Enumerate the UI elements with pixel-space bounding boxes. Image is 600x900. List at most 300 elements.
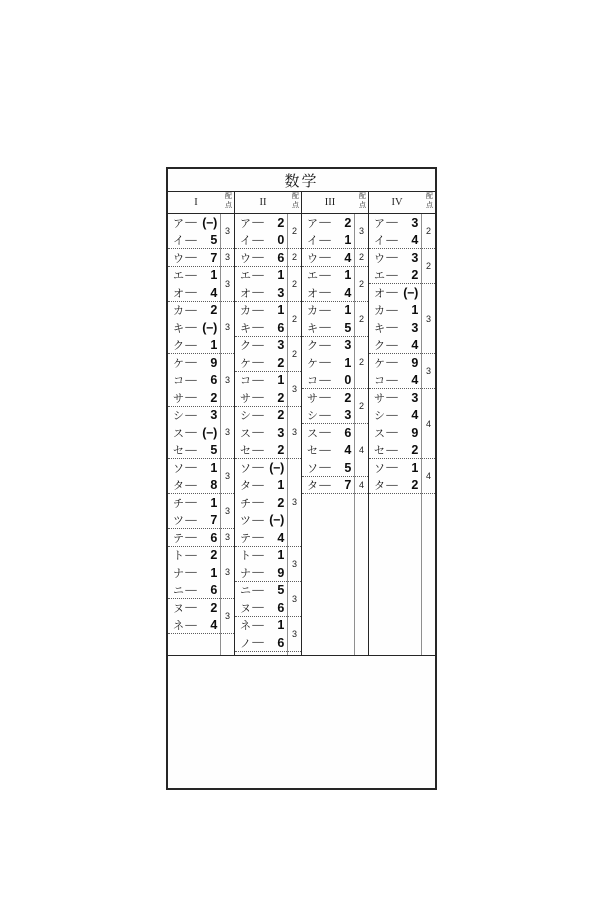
label-dash: — (319, 374, 331, 386)
answer-row (168, 459, 220, 477)
answer-row (168, 547, 220, 565)
answer-row (168, 389, 220, 407)
answer-row (235, 267, 287, 285)
answer-label: キ (173, 322, 184, 335)
label-dash: — (185, 304, 197, 316)
label-dash: — (185, 497, 197, 509)
answer-label: シ (374, 410, 385, 423)
label-dash: — (252, 304, 264, 316)
label-dash: — (386, 409, 398, 421)
answer-group (168, 214, 220, 249)
answer-label: チ (240, 497, 251, 510)
answer-label: ト (240, 550, 251, 563)
answer-value: 4 (411, 373, 418, 388)
answer-label: カ (307, 305, 318, 318)
answer-group (168, 407, 220, 460)
answer-value: 2 (277, 390, 284, 405)
answer-label: ノ (240, 637, 251, 650)
answer-row (235, 512, 287, 530)
points-value: 3 (221, 267, 234, 302)
answer-label: オ (307, 287, 318, 300)
answer-row (369, 302, 421, 320)
answer-label: ス (307, 427, 318, 440)
answers-subcolumn (369, 214, 422, 655)
label-dash: — (252, 252, 264, 264)
answer-label: セ (173, 445, 184, 458)
answers-subcolumn (302, 214, 355, 655)
answer-row (302, 302, 354, 320)
answer-value: 2 (210, 303, 217, 318)
answer-group (168, 599, 220, 634)
points-header-label: 配点 (359, 193, 366, 209)
label-dash: — (386, 304, 398, 316)
label-dash: — (185, 549, 197, 561)
answer-value: 4 (411, 408, 418, 423)
answer-group (302, 214, 354, 249)
answer-row (369, 319, 421, 337)
points-value: 2 (422, 214, 435, 249)
label-dash: — (185, 584, 197, 596)
answer-value: (−) (269, 513, 284, 528)
label-dash: — (319, 217, 331, 229)
answer-label: ヌ (240, 602, 251, 615)
label-dash: — (386, 339, 398, 351)
answer-row (168, 564, 220, 582)
answer-group (369, 389, 421, 459)
answer-value: (−) (403, 285, 418, 300)
answer-row (168, 599, 220, 617)
answer-value: 3 (210, 408, 217, 423)
answer-group (369, 249, 421, 284)
answer-row (168, 249, 220, 267)
answer-row (369, 372, 421, 390)
label-dash: — (185, 287, 197, 299)
answer-group (168, 529, 220, 547)
points-header-label: 配点 (426, 193, 433, 209)
answer-label: シ (173, 410, 184, 423)
answer-group (168, 354, 220, 407)
label-dash: — (319, 339, 331, 351)
answer-value: 0 (277, 233, 284, 248)
answer-row (235, 249, 287, 267)
answer-group (168, 494, 220, 529)
points-subcolumn (288, 214, 301, 655)
answer-row (302, 337, 354, 355)
answer-row (369, 459, 421, 477)
label-dash: — (386, 287, 398, 299)
label-dash: — (252, 602, 264, 614)
answer-row (369, 407, 421, 425)
points-value: 4 (355, 424, 368, 477)
answer-group (302, 389, 354, 424)
answer-label: オ (374, 287, 385, 300)
answer-group (302, 337, 354, 390)
answer-value: 5 (277, 583, 284, 598)
answer-value: 2 (411, 443, 418, 458)
answer-row (369, 477, 421, 495)
answer-value: 1 (344, 268, 351, 283)
answer-group (302, 477, 354, 495)
answer-row (235, 337, 287, 355)
answer-value: 3 (277, 338, 284, 353)
answer-group (302, 424, 354, 477)
answer-value: 2 (277, 443, 284, 458)
answer-label: タ (240, 480, 251, 493)
answer-sheet (166, 167, 437, 790)
answer-label: ウ (307, 252, 318, 265)
answer-group (235, 459, 287, 547)
label-dash: — (252, 357, 264, 369)
answer-value: 5 (344, 460, 351, 475)
points-value: 2 (422, 249, 435, 284)
points-value: 4 (422, 459, 435, 494)
answer-label: タ (173, 480, 184, 493)
answer-row (235, 617, 287, 635)
answer-value: 9 (277, 565, 284, 580)
label-dash: — (319, 409, 331, 421)
points-value: 2 (288, 337, 301, 372)
label-dash: — (185, 392, 197, 404)
answer-row (369, 267, 421, 285)
answer-value: 2 (210, 600, 217, 615)
answer-label: ナ (173, 567, 184, 580)
label-dash: — (185, 602, 197, 614)
label-dash: — (252, 269, 264, 281)
answer-row (302, 232, 354, 250)
answer-group (235, 617, 287, 652)
answer-label: ウ (240, 252, 251, 265)
answer-label: カ (173, 305, 184, 318)
points-value: 2 (288, 302, 301, 337)
answer-label: セ (374, 445, 385, 458)
label-dash: — (185, 514, 197, 526)
answer-label: イ (173, 235, 184, 248)
answer-group (168, 547, 220, 600)
column-IV (369, 214, 435, 655)
answer-row (302, 407, 354, 425)
label-dash: — (252, 637, 264, 649)
answer-row (235, 302, 287, 320)
answer-label: キ (240, 322, 251, 335)
answer-group (369, 284, 421, 354)
answer-label: テ (240, 532, 251, 545)
label-dash: — (252, 444, 264, 456)
points-value: 2 (355, 302, 368, 337)
answer-value: 1 (277, 618, 284, 633)
answer-value: 3 (344, 338, 351, 353)
label-dash: — (185, 427, 197, 439)
label-dash: — (185, 479, 197, 491)
answer-group (302, 267, 354, 302)
answer-label: イ (374, 235, 385, 248)
answer-row (168, 582, 220, 600)
label-dash: — (319, 392, 331, 404)
answer-row (168, 477, 220, 495)
answer-row (369, 354, 421, 372)
answer-row (168, 337, 220, 355)
answer-row (369, 442, 421, 460)
answer-value: 1 (411, 303, 418, 318)
answer-row (369, 232, 421, 250)
answer-value: 2 (277, 495, 284, 510)
answer-label: コ (307, 375, 318, 388)
column-I (168, 214, 235, 655)
column-header-III (302, 192, 369, 213)
label-dash: — (252, 532, 264, 544)
answer-value: 4 (344, 443, 351, 458)
answer-row (235, 319, 287, 337)
label-dash: — (185, 252, 197, 264)
answer-value: 6 (277, 635, 284, 650)
answer-label: サ (240, 392, 251, 405)
points-value: 4 (355, 477, 368, 495)
answer-value: 1 (210, 565, 217, 580)
answer-label: カ (240, 305, 251, 318)
points-value: 2 (355, 249, 368, 267)
answer-value: 0 (344, 373, 351, 388)
answer-label: シ (240, 410, 251, 423)
answer-row (168, 442, 220, 460)
points-subcolumn (422, 214, 435, 655)
answer-group (168, 267, 220, 302)
answer-value: 2 (277, 215, 284, 230)
answer-value: 3 (411, 390, 418, 405)
answer-label: カ (374, 305, 385, 318)
answer-label: キ (374, 322, 385, 335)
label-dash: — (185, 567, 197, 579)
answer-row (369, 249, 421, 267)
answer-label: エ (173, 270, 184, 283)
answer-value: 3 (277, 285, 284, 300)
label-dash: — (252, 584, 264, 596)
answer-value: 6 (277, 250, 284, 265)
answer-value: 4 (210, 285, 217, 300)
points-value: 3 (288, 459, 301, 547)
answer-row (168, 354, 220, 372)
answer-label: タ (307, 480, 318, 493)
label-dash: — (185, 409, 197, 421)
answer-value: 1 (210, 495, 217, 510)
points-value: 3 (288, 617, 301, 652)
answer-value: 9 (411, 425, 418, 440)
answer-row (369, 424, 421, 442)
answer-label: オ (240, 287, 251, 300)
answer-row (235, 634, 287, 652)
label-dash: — (386, 269, 398, 281)
points-value: 3 (221, 547, 234, 600)
answer-label: エ (307, 270, 318, 283)
answer-label: サ (173, 392, 184, 405)
answer-label: コ (173, 375, 184, 388)
answer-value: (−) (202, 320, 217, 335)
answer-value: 6 (344, 425, 351, 440)
answer-value: 3 (277, 425, 284, 440)
label-dash: — (252, 287, 264, 299)
answer-row (235, 232, 287, 250)
column-III (302, 214, 369, 655)
answer-value: 9 (210, 355, 217, 370)
answer-label: ネ (240, 620, 251, 633)
points-value: 2 (355, 267, 368, 302)
answer-label: サ (307, 392, 318, 405)
label-dash: — (185, 619, 197, 631)
answer-group (168, 249, 220, 267)
answer-label: ソ (374, 462, 385, 475)
answer-group (235, 372, 287, 407)
points-value: 3 (288, 407, 301, 460)
answer-label: ニ (240, 585, 251, 598)
label-dash: — (185, 234, 197, 246)
answer-label: コ (374, 375, 385, 388)
answer-group (168, 459, 220, 494)
header-numeral: I (194, 197, 198, 208)
answer-row (235, 477, 287, 495)
header-numeral: II (259, 197, 267, 208)
points-value: 3 (221, 214, 234, 249)
answer-label: テ (173, 532, 184, 545)
answer-group (235, 214, 287, 249)
label-dash: — (386, 357, 398, 369)
label-dash: — (252, 392, 264, 404)
answer-row (302, 389, 354, 407)
points-value: 2 (288, 214, 301, 249)
answer-row (235, 442, 287, 460)
answer-value: 6 (210, 583, 217, 598)
answer-label: チ (173, 497, 184, 510)
label-dash: — (252, 619, 264, 631)
label-dash: — (319, 287, 331, 299)
answer-row (235, 372, 287, 390)
answers-subcolumn (235, 214, 288, 655)
answer-value: 4 (411, 338, 418, 353)
answer-value: 1 (210, 338, 217, 353)
answer-row (235, 564, 287, 582)
answer-row (168, 232, 220, 250)
answer-label: ネ (173, 620, 184, 633)
answer-label: ア (374, 217, 385, 230)
answer-group (235, 407, 287, 460)
answer-label: ス (240, 427, 251, 440)
answer-label: ナ (240, 567, 251, 580)
answer-group (369, 214, 421, 249)
answer-row (235, 214, 287, 232)
answer-value: (−) (202, 425, 217, 440)
answer-value: 1 (277, 478, 284, 493)
answer-value: 1 (210, 460, 217, 475)
answer-value: 4 (411, 233, 418, 248)
answer-row (302, 249, 354, 267)
answer-label: ツ (240, 515, 251, 528)
label-dash: — (319, 444, 331, 456)
answer-label: エ (374, 270, 385, 283)
answer-value: 8 (210, 478, 217, 493)
points-header-label: 配点 (292, 193, 299, 209)
label-dash: — (252, 217, 264, 229)
answer-value: 3 (411, 250, 418, 265)
answer-value: (−) (269, 460, 284, 475)
label-dash: — (386, 392, 398, 404)
answer-label: ア (307, 217, 318, 230)
answer-value: 2 (210, 390, 217, 405)
column-header-I (168, 192, 235, 213)
answer-value: 2 (210, 548, 217, 563)
answer-label: ア (240, 217, 251, 230)
answer-row (302, 372, 354, 390)
answer-row (235, 407, 287, 425)
answer-row (168, 424, 220, 442)
answer-value: 5 (210, 443, 217, 458)
answer-value: 7 (210, 250, 217, 265)
label-dash: — (319, 479, 331, 491)
answer-group (168, 302, 220, 355)
answer-label: ケ (307, 357, 318, 370)
answer-value: 4 (344, 285, 351, 300)
label-dash: — (185, 217, 197, 229)
label-dash: — (252, 497, 264, 509)
answer-group (235, 547, 287, 582)
answer-value: 4 (210, 618, 217, 633)
answer-value: 4 (344, 250, 351, 265)
answer-row (369, 214, 421, 232)
points-value: 2 (288, 267, 301, 302)
answer-group (235, 249, 287, 267)
points-subcolumn (221, 214, 234, 655)
answer-label: イ (240, 235, 251, 248)
answer-group (235, 337, 287, 372)
answer-label: ケ (374, 357, 385, 370)
answer-row (302, 267, 354, 285)
answer-value: 4 (277, 530, 284, 545)
points-subcolumn (355, 214, 368, 655)
column-header-IV (369, 192, 435, 213)
answer-label: セ (307, 445, 318, 458)
answer-group (302, 249, 354, 267)
label-dash: — (185, 269, 197, 281)
answer-label: ス (374, 427, 385, 440)
answer-label: ウ (374, 252, 385, 265)
answer-row (168, 267, 220, 285)
answer-label: ク (173, 340, 184, 353)
answer-row (235, 389, 287, 407)
answer-row (168, 284, 220, 302)
points-value: 3 (422, 284, 435, 354)
label-dash: — (252, 479, 264, 491)
points-value: 3 (355, 214, 368, 249)
answer-row (302, 214, 354, 232)
answer-value: (−) (202, 215, 217, 230)
column-header-II (235, 192, 302, 213)
answer-value: 1 (344, 355, 351, 370)
points-value: 3 (221, 249, 234, 267)
answer-value: 1 (210, 268, 217, 283)
answer-value: 2 (344, 215, 351, 230)
points-value: 3 (422, 354, 435, 389)
label-dash: — (319, 462, 331, 474)
answer-row (168, 302, 220, 320)
answer-row (168, 372, 220, 390)
answer-label: コ (240, 375, 251, 388)
label-dash: — (319, 234, 331, 246)
answer-group (302, 302, 354, 337)
label-dash: — (386, 444, 398, 456)
label-dash: — (185, 532, 197, 544)
label-dash: — (386, 374, 398, 386)
answer-group (369, 459, 421, 494)
answers-subcolumn (168, 214, 221, 655)
label-dash: — (386, 217, 398, 229)
answer-value: 3 (411, 215, 418, 230)
points-header-label: 配点 (225, 193, 232, 209)
